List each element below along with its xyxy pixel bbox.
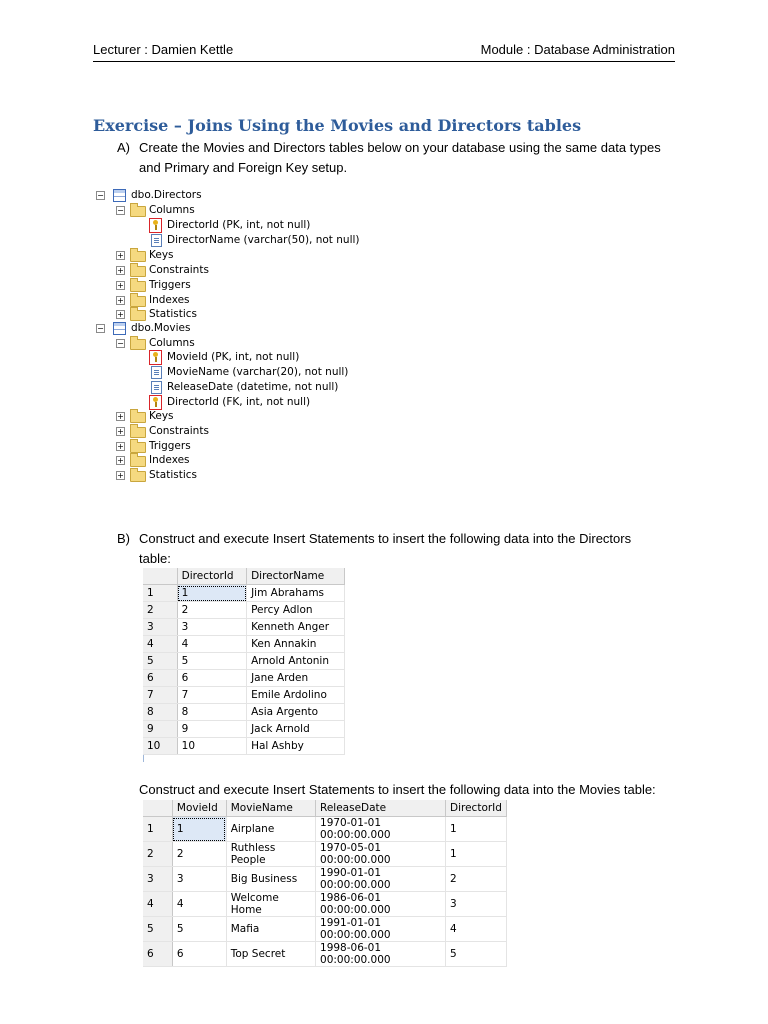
tree-label-keys: Keys <box>149 410 174 422</box>
step-b <box>117 529 677 569</box>
grid-cell[interactable]: 4 <box>446 917 507 942</box>
grid-cell[interactable]: 1 <box>446 817 507 842</box>
tree-label-columns: Columns <box>149 337 195 349</box>
grid-cell[interactable]: 4 <box>172 892 226 917</box>
column-header[interactable]: DirectorId <box>177 568 246 585</box>
tree-label-directors: dbo.Directors <box>131 189 202 201</box>
table-row[interactable] <box>143 817 507 842</box>
header-lecturer: Lecturer : Damien Kettle <box>93 42 234 57</box>
row-number[interactable]: 5 <box>143 653 177 670</box>
row-number[interactable]: 3 <box>143 867 172 892</box>
grid-header-row <box>143 800 507 817</box>
tree-label-col: DirectorId (PK, int, not null) <box>167 219 311 231</box>
grid-cell[interactable]: Jack Arnold <box>247 721 345 738</box>
tree-label-col: MovieName (varchar(20), not null) <box>167 366 349 378</box>
table-row[interactable] <box>143 636 345 653</box>
expand-icon[interactable]: + <box>117 442 124 451</box>
tree-label-movies: dbo.Movies <box>131 322 191 334</box>
grid-cell[interactable]: Airplane <box>226 817 315 842</box>
row-number[interactable]: 4 <box>143 892 172 917</box>
table-row[interactable] <box>143 892 507 917</box>
grid-cell[interactable]: Percy Adlon <box>247 602 345 619</box>
step-b-line2: table: <box>139 551 171 566</box>
grid-cell[interactable]: 6 <box>172 942 226 967</box>
grid-cell[interactable]: 1970-05-01 00:00:00.000 <box>316 842 446 867</box>
tree-label-col: MovieId (PK, int, not null) <box>167 351 300 363</box>
grid-cell[interactable]: Big Business <box>226 867 315 892</box>
folder-icon <box>130 281 146 292</box>
expand-icon[interactable]: + <box>117 471 124 480</box>
grid-cell[interactable]: Top Secret <box>226 942 315 967</box>
tree-label-columns: Columns <box>149 204 195 216</box>
grid-header-row <box>143 568 345 585</box>
row-number[interactable]: 7 <box>143 687 177 704</box>
table-row[interactable] <box>143 653 345 670</box>
grid-cell[interactable]: Welcome Home <box>226 892 315 917</box>
column-icon <box>151 381 162 394</box>
table-row[interactable] <box>143 585 345 602</box>
grid-cell[interactable]: 2 <box>172 842 226 867</box>
grid-cell[interactable]: 5 <box>177 653 246 670</box>
table-row[interactable] <box>143 704 345 721</box>
table-row[interactable] <box>143 867 507 892</box>
grid-corner <box>143 568 177 585</box>
folder-icon <box>130 456 146 467</box>
row-number[interactable]: 1 <box>143 585 177 602</box>
primary-key-icon <box>149 350 162 365</box>
grid-cell[interactable]: 1990-01-01 00:00:00.000 <box>316 867 446 892</box>
grid-cell[interactable]: Jim Abrahams <box>247 585 345 602</box>
folder-icon <box>130 412 146 423</box>
row-number[interactable]: 2 <box>143 842 172 867</box>
step-a-marker: A) <box>117 140 130 155</box>
tree-label-constraints: Constraints <box>149 425 209 437</box>
row-number[interactable]: 10 <box>143 738 177 755</box>
grid-cell[interactable]: 1986-06-01 00:00:00.000 <box>316 892 446 917</box>
grid-cell[interactable]: 8 <box>177 704 246 721</box>
table-row[interactable] <box>143 687 345 704</box>
grid-cell[interactable]: 1970-01-01 00:00:00.000 <box>316 817 446 842</box>
table-row[interactable] <box>143 619 345 636</box>
grid-cell[interactable]: Emile Ardolino <box>247 687 345 704</box>
grid-cell[interactable]: Mafia <box>226 917 315 942</box>
row-number[interactable]: 9 <box>143 721 177 738</box>
folder-icon <box>130 471 146 482</box>
grid-cell[interactable]: 10 <box>177 738 246 755</box>
expand-icon[interactable]: + <box>117 251 124 260</box>
expand-icon[interactable]: + <box>117 296 124 305</box>
table-row[interactable] <box>143 602 345 619</box>
grid-cell[interactable]: Ruthless People <box>226 842 315 867</box>
step-b-line1: Construct and execute Insert Statements to insert the following data into the Directors <box>139 531 632 546</box>
column-header[interactable]: DirectorId <box>446 800 507 817</box>
grid-cell[interactable]: Arnold Antonin <box>247 653 345 670</box>
grid-cell[interactable]: 1 <box>446 842 507 867</box>
grid-cell[interactable]: 3 <box>177 619 246 636</box>
folder-icon <box>130 251 146 262</box>
table-row[interactable] <box>143 721 345 738</box>
step-a <box>117 138 677 178</box>
tree-label-statistics: Statistics <box>149 469 197 481</box>
folder-icon <box>130 296 146 307</box>
folder-icon <box>130 427 146 438</box>
expand-icon[interactable]: + <box>117 266 124 275</box>
grid-cell[interactable]: 9 <box>177 721 246 738</box>
grid-cell[interactable]: 6 <box>177 670 246 687</box>
row-number[interactable]: 4 <box>143 636 177 653</box>
grid-corner <box>143 800 172 817</box>
step-a-line2: and Primary and Foreign Key setup. <box>139 160 348 175</box>
exercise-title: Exercise – Joins Using the Movies and Directors tables <box>93 116 582 135</box>
table-row[interactable] <box>143 917 507 942</box>
tree-label-statistics: Statistics <box>149 308 197 320</box>
expand-icon[interactable]: + <box>117 412 124 421</box>
tree-label-triggers: Triggers <box>149 279 191 291</box>
step-b-marker: B) <box>117 531 130 546</box>
grid-cell[interactable]: Kenneth Anger <box>247 619 345 636</box>
grid-cell[interactable]: 2 <box>177 602 246 619</box>
tree-label-constraints: Constraints <box>149 264 209 276</box>
tree-label-indexes: Indexes <box>149 294 190 306</box>
column-icon <box>151 234 162 247</box>
tree-label-col: DirectorName (varchar(50), not null) <box>167 234 360 246</box>
expand-icon[interactable]: + <box>117 310 124 319</box>
movies-result-grid <box>143 800 507 967</box>
folder-icon <box>130 339 146 350</box>
foreign-key-icon <box>149 395 162 410</box>
row-number[interactable]: 6 <box>143 942 172 967</box>
collapse-icon[interactable]: − <box>97 191 104 200</box>
grid-cell[interactable]: 7 <box>177 687 246 704</box>
folder-icon <box>130 442 146 453</box>
table-row[interactable] <box>143 942 507 967</box>
column-header[interactable]: MovieId <box>172 800 226 817</box>
grid-cell[interactable]: 4 <box>177 636 246 653</box>
table-icon <box>113 189 126 202</box>
primary-key-icon <box>149 218 162 233</box>
movies-intro: Construct and execute Insert Statements to insert the following data into the Movies table: <box>139 782 656 797</box>
collapse-icon[interactable]: − <box>117 339 124 348</box>
grid-cell[interactable]: 5 <box>172 917 226 942</box>
table-row[interactable] <box>143 738 345 755</box>
folder-icon <box>130 206 146 217</box>
grid-cell[interactable]: Asia Argento <box>247 704 345 721</box>
step-a-line1: Create the Movies and Directors tables below on your database using the same data types <box>139 140 661 155</box>
directors-result-grid <box>143 568 345 755</box>
grid-cell[interactable]: 5 <box>446 942 507 967</box>
tree-label-triggers: Triggers <box>149 440 191 452</box>
row-number[interactable]: 6 <box>143 670 177 687</box>
folder-icon <box>130 310 146 321</box>
collapse-icon[interactable]: − <box>97 324 104 333</box>
row-number[interactable]: 5 <box>143 917 172 942</box>
grid-cell[interactable]: 1998-06-01 00:00:00.000 <box>316 942 446 967</box>
column-header[interactable]: MovieName <box>226 800 315 817</box>
row-number[interactable]: 1 <box>143 817 172 842</box>
table-row[interactable] <box>143 670 345 687</box>
table-icon <box>113 322 126 335</box>
header-divider <box>93 61 675 62</box>
folder-icon <box>130 266 146 277</box>
grid-cell[interactable]: 1 <box>177 585 246 602</box>
grid-cell[interactable]: Ken Annakin <box>247 636 345 653</box>
tree-label-col: ReleaseDate (datetime, not null) <box>167 381 339 393</box>
expand-icon[interactable]: + <box>117 281 124 290</box>
grid-cell[interactable]: 3 <box>172 867 226 892</box>
expand-icon[interactable]: + <box>117 427 124 436</box>
grid-cell[interactable]: Hal Ashby <box>247 738 345 755</box>
expand-icon[interactable]: + <box>117 456 124 465</box>
collapse-icon[interactable]: − <box>117 206 124 215</box>
column-header[interactable]: ReleaseDate <box>316 800 446 817</box>
column-header[interactable]: DirectorName <box>247 568 345 585</box>
tree-label-indexes: Indexes <box>149 454 190 466</box>
tree-label-col: DirectorId (FK, int, not null) <box>167 396 311 408</box>
grid-cell[interactable]: 1 <box>172 817 226 842</box>
grid-cell[interactable]: 1991-01-01 00:00:00.000 <box>316 917 446 942</box>
column-icon <box>151 366 162 379</box>
row-number[interactable]: 8 <box>143 704 177 721</box>
grid-cell[interactable]: Jane Arden <box>247 670 345 687</box>
table-row[interactable] <box>143 842 507 867</box>
header-module: Module : Database Administration <box>480 42 675 57</box>
row-number[interactable]: 3 <box>143 619 177 636</box>
grid-cell[interactable]: 2 <box>446 867 507 892</box>
tree-label-keys: Keys <box>149 249 174 261</box>
grid-cell[interactable]: 3 <box>446 892 507 917</box>
row-number[interactable]: 2 <box>143 602 177 619</box>
